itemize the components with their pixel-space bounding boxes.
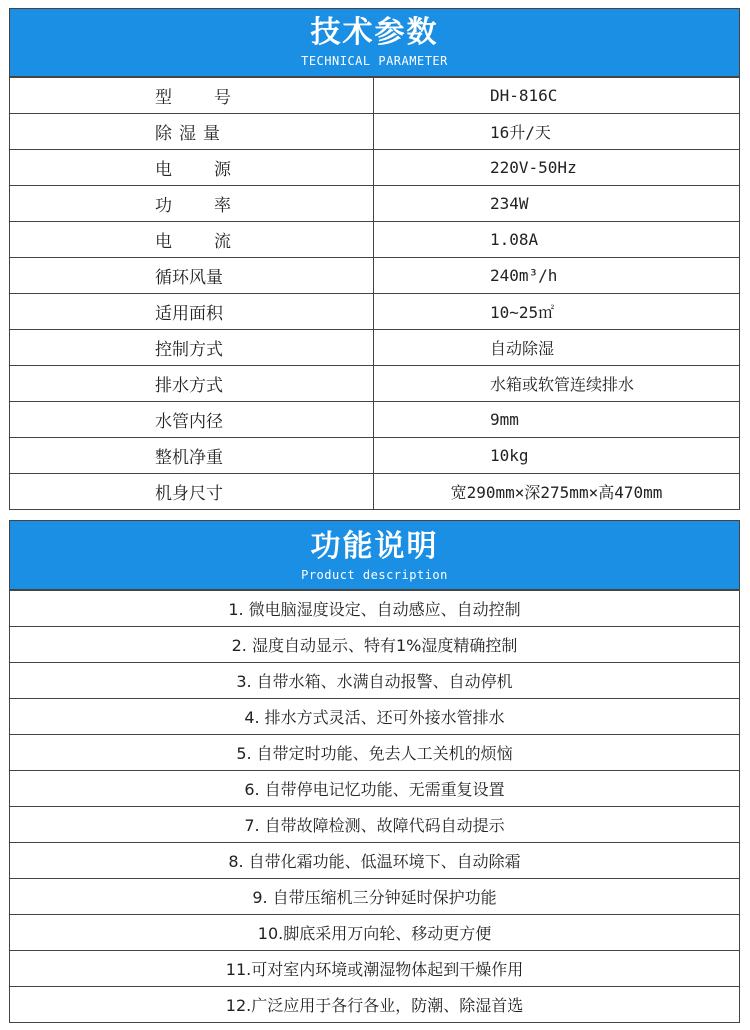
spec-value: 宽290mm×深275mm×高470mm xyxy=(374,474,740,510)
feature-item: 10.脚底采用万向轮、移动更方便 xyxy=(10,915,740,951)
table-row xyxy=(10,330,740,366)
table-row xyxy=(10,366,740,402)
table-row xyxy=(10,591,740,627)
feature-item: 4. 排水方式灵活、还可外接水管排水 xyxy=(10,699,740,735)
spec-value: 自动除湿 xyxy=(374,330,740,366)
table-row xyxy=(10,663,740,699)
table-row xyxy=(10,627,740,663)
table-row xyxy=(10,78,740,114)
spec-label: 控制方式 xyxy=(10,330,374,366)
spec-label: 水管内径 xyxy=(10,402,374,438)
spec-label: 循环风量 xyxy=(10,258,374,294)
spec-label: 电源 xyxy=(10,150,374,186)
feature-item: 11.可对室内环境或潮湿物体起到干燥作用 xyxy=(10,951,740,987)
feature-subtitle: Product description xyxy=(301,568,448,582)
table-row xyxy=(10,807,740,843)
feature-item: 6. 自带停电记忆功能、无需重复设置 xyxy=(10,771,740,807)
spec-value: 1.08A xyxy=(374,222,740,258)
table-row xyxy=(10,222,740,258)
feature-item: 9. 自带压缩机三分钟延时保护功能 xyxy=(10,879,740,915)
table-row xyxy=(10,987,740,1023)
table-row xyxy=(10,114,740,150)
table-row xyxy=(10,879,740,915)
table-row xyxy=(10,402,740,438)
table-row xyxy=(10,699,740,735)
spec-label: 功率 xyxy=(10,186,374,222)
feature-item: 12.广泛应用于各行各业，防潮、除湿首选 xyxy=(10,987,740,1023)
spec-label: 排水方式 xyxy=(10,366,374,402)
feature-item: 7. 自带故障检测、故障代码自动提示 xyxy=(10,807,740,843)
table-row xyxy=(10,951,740,987)
spec-value: 水箱或软管连续排水 xyxy=(374,366,740,402)
spec-subtitle: TECHNICAL PARAMETER xyxy=(301,54,448,68)
spec-header-banner xyxy=(9,8,740,77)
table-row xyxy=(10,294,740,330)
table-row xyxy=(10,771,740,807)
spec-value: 10~25㎡ xyxy=(374,294,740,330)
spec-label: 整机净重 xyxy=(10,438,374,474)
feature-item: 5. 自带定时功能、免去人工关机的烦恼 xyxy=(10,735,740,771)
spec-label: 适用面积 xyxy=(10,294,374,330)
spec-value: 16升/天 xyxy=(374,114,740,150)
spec-label: 电流 xyxy=(10,222,374,258)
spec-value: 220V-50Hz xyxy=(374,150,740,186)
spec-label: 除湿量 xyxy=(10,114,374,150)
spec-value: DH-816C xyxy=(374,78,740,114)
feature-item: 1. 微电脑湿度设定、自动感应、自动控制 xyxy=(10,591,740,627)
feature-item: 8. 自带化霜功能、低温环境下、自动除霜 xyxy=(10,843,740,879)
table-row xyxy=(10,735,740,771)
spec-title: 技术参数 xyxy=(310,15,439,50)
table-row xyxy=(10,150,740,186)
spec-label: 机身尺寸 xyxy=(10,474,374,510)
table-row xyxy=(10,186,740,222)
table-row xyxy=(10,258,740,294)
feature-item: 2. 湿度自动显示、特有1%湿度精确控制 xyxy=(10,627,740,663)
table-row xyxy=(10,438,740,474)
feature-item: 3. 自带水箱、水满自动报警、自动停机 xyxy=(10,663,740,699)
table-row xyxy=(10,915,740,951)
feature-table xyxy=(9,590,740,1023)
spec-value: 10kg xyxy=(374,438,740,474)
spec-value: 9mm xyxy=(374,402,740,438)
feature-header-banner xyxy=(9,520,740,590)
table-row xyxy=(10,843,740,879)
feature-title: 功能说明 xyxy=(310,529,439,564)
spec-table xyxy=(9,77,740,510)
spec-label: 型号 xyxy=(10,78,374,114)
table-row xyxy=(10,474,740,510)
spec-value: 240m³/h xyxy=(374,258,740,294)
spec-value: 234W xyxy=(374,186,740,222)
